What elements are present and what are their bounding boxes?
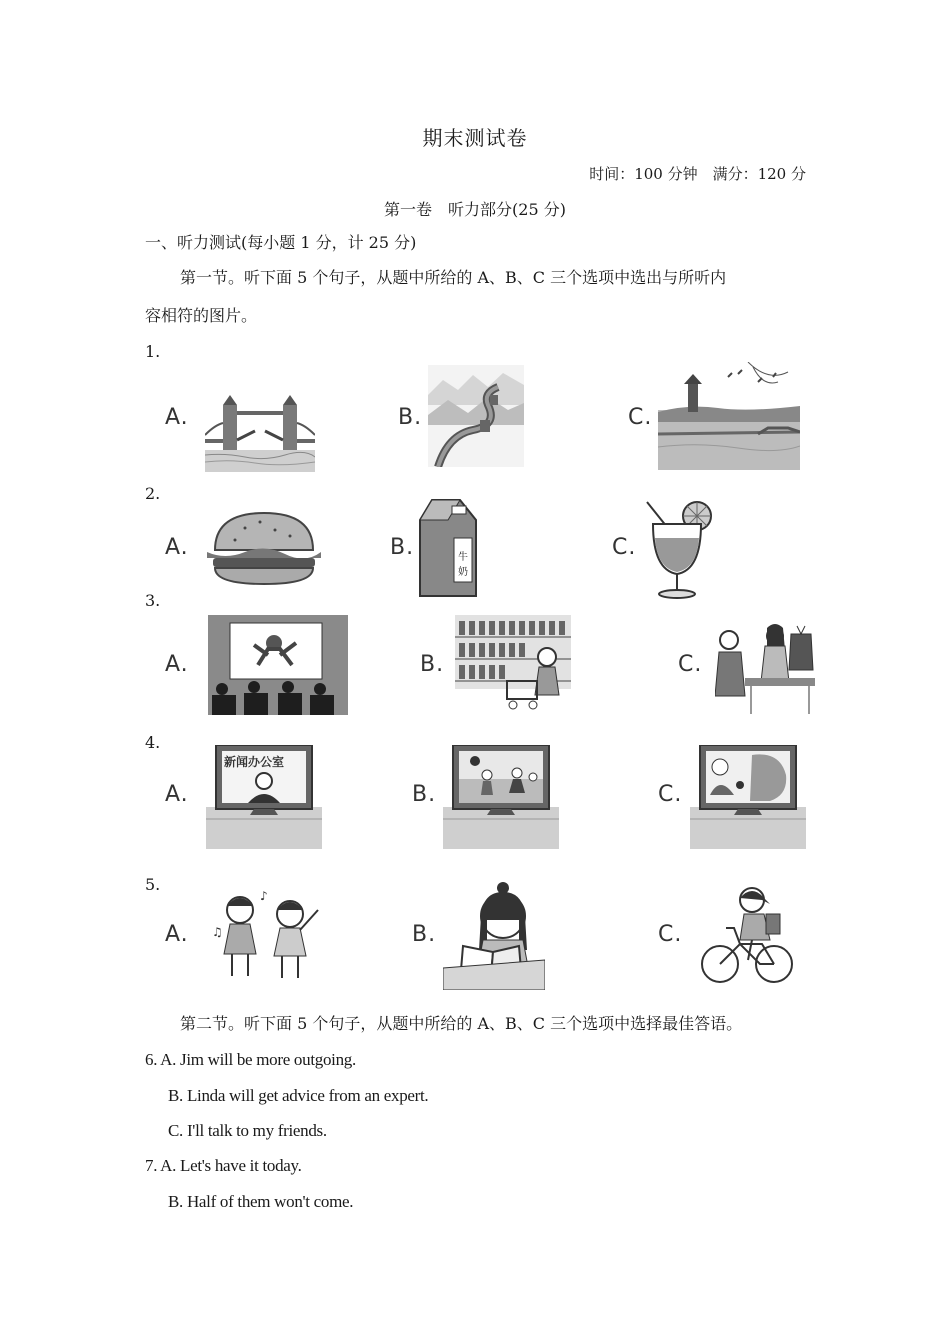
question-number: 4. [145, 733, 161, 752]
tv-sports-picture [443, 745, 559, 849]
girls-singing-picture [208, 888, 328, 984]
instruction-line-1: 第一节。听下面 5 个句子，从题中所给的 A、B、C 三个选项中选出与所听内 [180, 268, 727, 287]
part-heading: 第一卷 听力部分(25 分) [384, 200, 566, 219]
section2-instruction: 第二节。听下面 5 个句子，从题中所给的 A、B、C 三个选项中选择最佳答语。 [180, 1014, 743, 1033]
instruction-line-2: 容相符的图片。 [145, 306, 258, 325]
option-b-label: B. [398, 405, 423, 430]
question-number: 3. [145, 591, 161, 610]
question-number: 5. [145, 875, 161, 894]
q6-option-b: B. Linda will get advice from an expert. [168, 1086, 429, 1105]
svg-text:♪: ♪ [260, 889, 268, 903]
option-c-label: C. [628, 405, 653, 430]
option-a-label: A. [165, 535, 189, 560]
supermarket-picture [455, 615, 571, 715]
question-number: 1. [145, 342, 161, 361]
q7-option-b: B. Half of them won't come. [168, 1192, 354, 1211]
option-c-label: C. [678, 652, 703, 677]
option-c-label: C. [658, 782, 683, 807]
option-a-label: A. [165, 652, 189, 677]
cinema-picture [208, 615, 348, 715]
hamburger-picture [205, 508, 323, 588]
milk-label-2: 奶 [458, 567, 468, 578]
option-b-label: B. [412, 922, 437, 947]
girl-reading-picture [443, 880, 545, 990]
option-a-label: A. [165, 405, 189, 430]
girl-cycling-picture [700, 884, 794, 988]
option-b-label: B. [420, 652, 445, 677]
option-c-label: C. [658, 922, 683, 947]
exam-meta: 时间：100 分钟 满分：120 分 [589, 165, 806, 183]
q7-option-a: 7. A. Let's have it today. [145, 1156, 302, 1175]
tv-cartoon-picture [690, 745, 806, 849]
svg-text:♫: ♫ [212, 925, 223, 939]
q6-option-c: C. I'll talk to my friends. [168, 1121, 327, 1140]
q6-option-a: 6. A. Jim will be more outgoing. [145, 1050, 356, 1069]
great-wall-picture [428, 365, 524, 467]
option-b-label: B. [390, 535, 415, 560]
lake-pagoda-picture [658, 362, 800, 470]
option-b-label: B. [412, 782, 437, 807]
tower-bridge-picture [205, 395, 315, 472]
section-heading: 一、听力测试(每小题 1 分，计 25 分) [145, 233, 417, 252]
page-title: 期末测试卷 [422, 126, 528, 150]
milk-label-1: 牛 [458, 552, 468, 563]
news-caption: 新闻办公室 [224, 755, 285, 769]
option-a-label: A. [165, 922, 189, 947]
milk-carton-picture [418, 498, 480, 598]
question-number: 2. [145, 484, 161, 503]
option-c-label: C. [612, 535, 637, 560]
juice-glass-picture [645, 498, 717, 600]
option-a-label: A. [165, 782, 189, 807]
clothes-shop-picture [715, 622, 815, 714]
